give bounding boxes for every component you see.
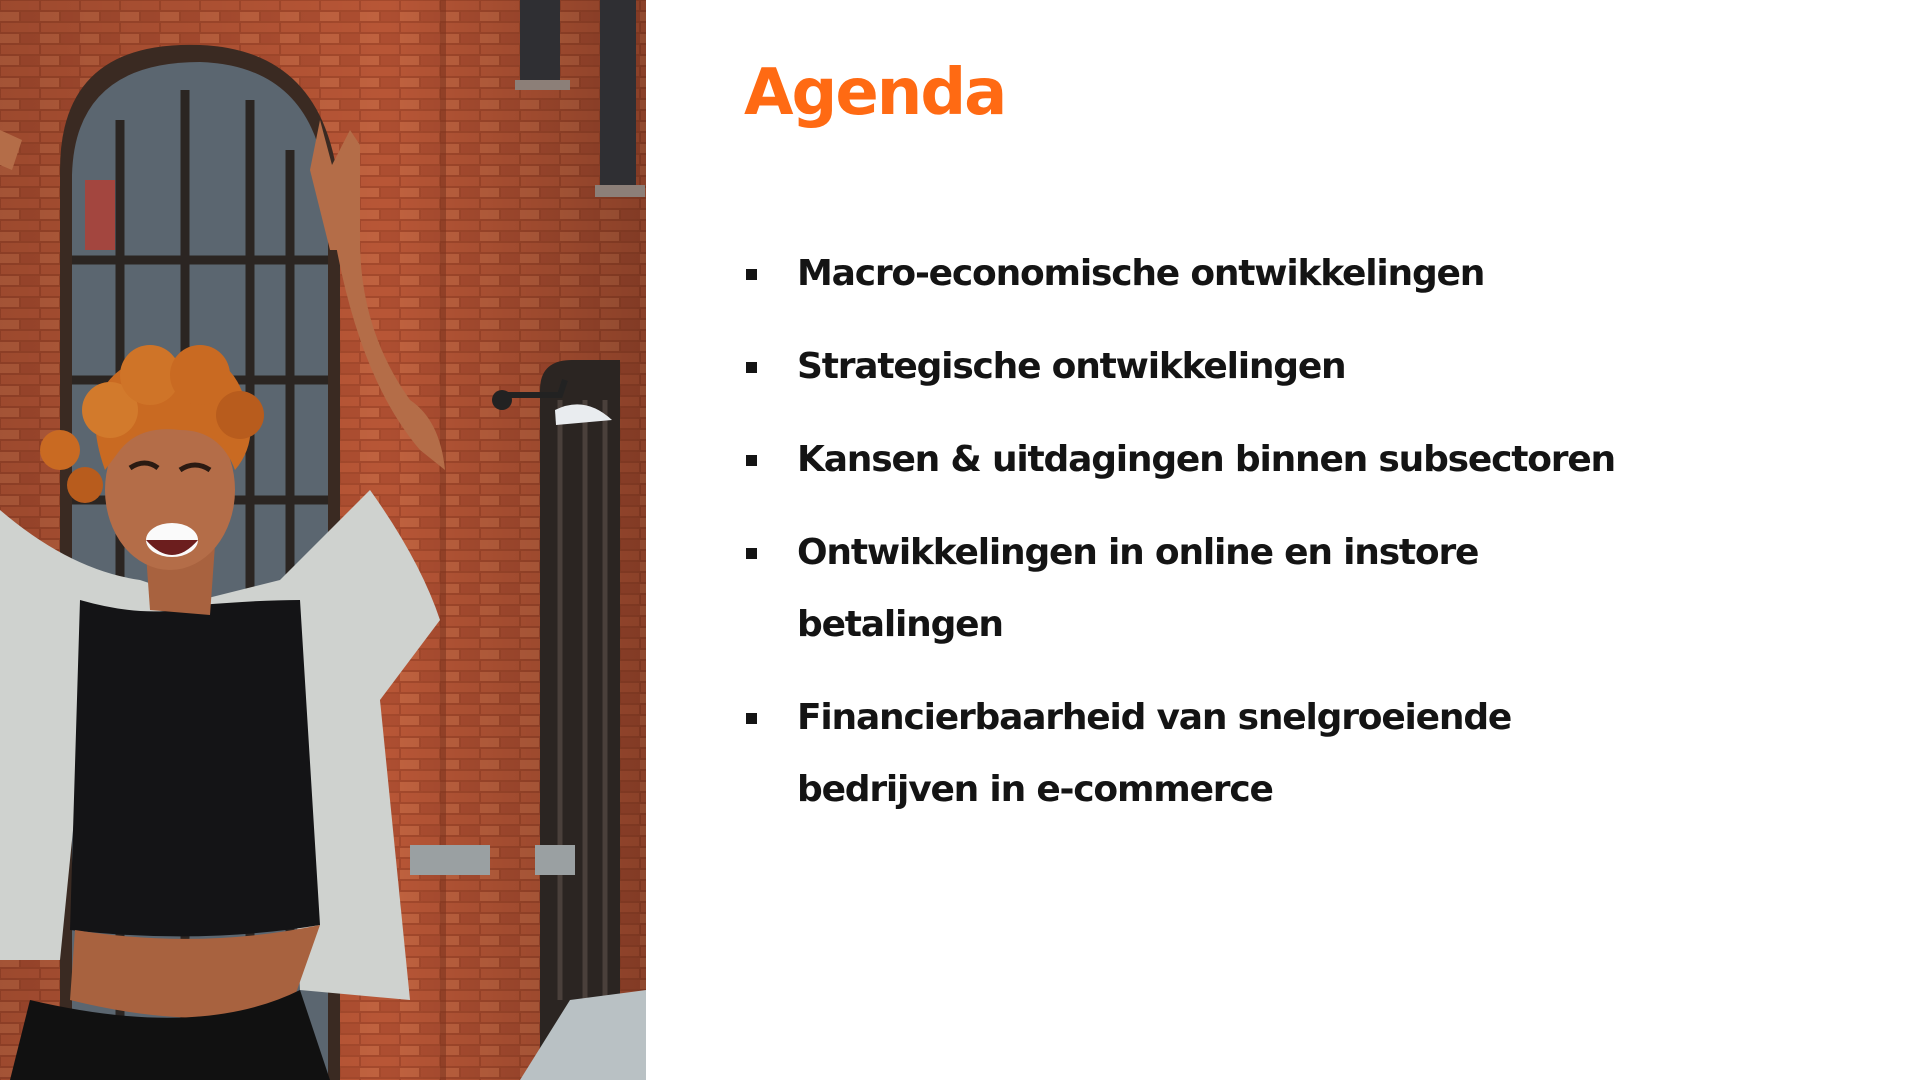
list-item	[744, 331, 1657, 403]
list-item	[744, 682, 1657, 826]
square-bullet-icon	[746, 269, 757, 280]
hero-photo	[0, 0, 646, 1080]
page-title: Agenda	[744, 56, 1006, 130]
list-item	[744, 424, 1657, 496]
square-bullet-icon	[746, 713, 757, 724]
agenda-list	[744, 238, 1744, 847]
list-item-label: Kansen & uitdagingen binnen subsectoren	[797, 439, 1615, 480]
list-item-label: Ontwikkelingen in online en instore betalingen	[797, 532, 1479, 645]
list-item	[744, 238, 1657, 310]
list-item	[744, 517, 1657, 661]
square-bullet-icon	[746, 455, 757, 466]
list-item-label: Macro-economische ontwikkelingen	[797, 253, 1485, 294]
list-item-label: Financierbaarheid van snelgroeiende bedrijven in e-commerce	[797, 697, 1512, 810]
square-bullet-icon	[746, 548, 757, 559]
agenda-content	[744, 48, 1844, 810]
square-bullet-icon	[746, 362, 757, 373]
list-item-label: Strategische ontwikkelingen	[797, 346, 1346, 387]
